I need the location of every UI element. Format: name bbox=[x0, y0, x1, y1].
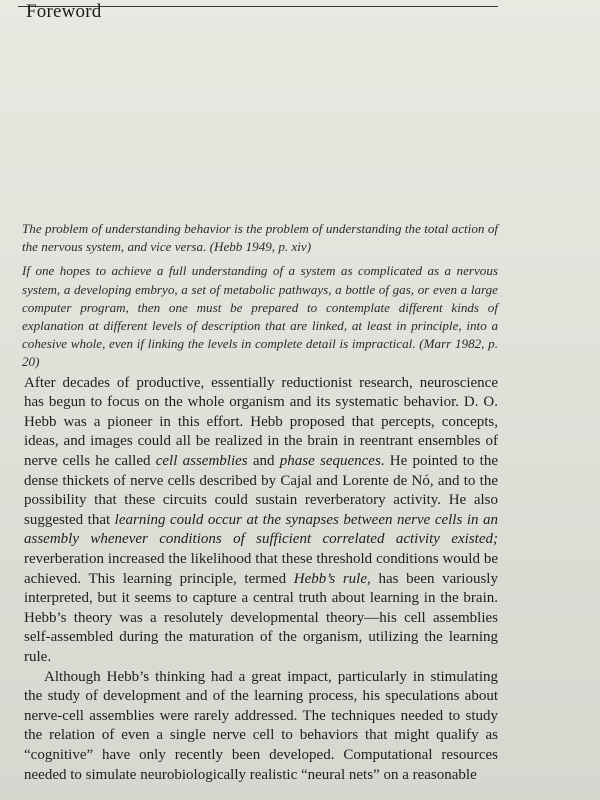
paragraph-1-emphasis-4: Hebb’s rule, bbox=[293, 570, 371, 587]
paragraph-1-text-1: After decades of productive, essentially reductionist research, neuroscience has begun to focus on the whole organism and its systematic behavior. D. O. Hebb was a pioneer in this effort. Hebb proposed that percepts, concepts, ideas, and images could all be realized in the brain in reentrant ensembles of nerve cells he called bbox=[24, 374, 498, 469]
chapter-title: Foreword bbox=[26, 1, 102, 22]
epigraph-hebb: The problem of understanding behavior is the problem of understanding the total action of the nervous system, and vice versa. (Hebb 1949, p. xiv) bbox=[22, 221, 498, 255]
paragraph-1-text-2: and bbox=[247, 453, 280, 469]
paragraph-1 bbox=[22, 374, 498, 668]
paragraph-1-text-4: reverberation increased the likelihood that these threshold conditions would be achieved. This learning principle, termed bbox=[24, 550, 498, 587]
paragraph-1-text-3: . He pointed to the dense thickets of nerve cells described by Cajal and Lorente de Nó, and to the possibility that these circuits could sustain reverberatory activity. He also suggested that bbox=[24, 453, 498, 528]
paragraph-1-emphasis-2: phase sequences bbox=[279, 453, 381, 469]
paragraph-1-emphasis-1: cell assemblies bbox=[155, 453, 248, 469]
epigraph-marr: If one hopes to achieve a full understanding of a system as complicated as a nervous system, a developing embryo, a set of metabolic pathways, a bottle of gas, or even a large computer program, then one must be prepared to contemplate different kinds of explanation at different levels of description that are linked, at least in principle, into a cohesive whole, even if linking the levels in complete detail is impractical. (Marr 1982, p. 20) bbox=[22, 263, 498, 370]
page-content bbox=[22, 220, 498, 785]
paragraph-1-emphasis-3: learning could occur at the synapses between nerve cells in an assembly whenever conditions of sufficient correlated activity existed; bbox=[24, 511, 498, 548]
paragraph-1-text-5: has been variously interpreted, but it seems to capture a central truth about learning in the brain. Hebb’s theory was a resolutely developmental theory—his cell assemblies self-assembled during the maturation of the organism, utilizing the learning rule. bbox=[24, 570, 498, 665]
paragraph-2: Although Hebb’s thinking had a great impact, particularly in stimulating the study of development and of the learning process, his speculations about nerve-cell assemblies were rarely addressed. The techniques needed to study the relation of even a single nerve cell to behaviors that might qualify as “cognitive” have only recently been developed. Computational resources needed to simulate neurobiologically realistic “neural nets” on a reasonable bbox=[24, 668, 498, 783]
